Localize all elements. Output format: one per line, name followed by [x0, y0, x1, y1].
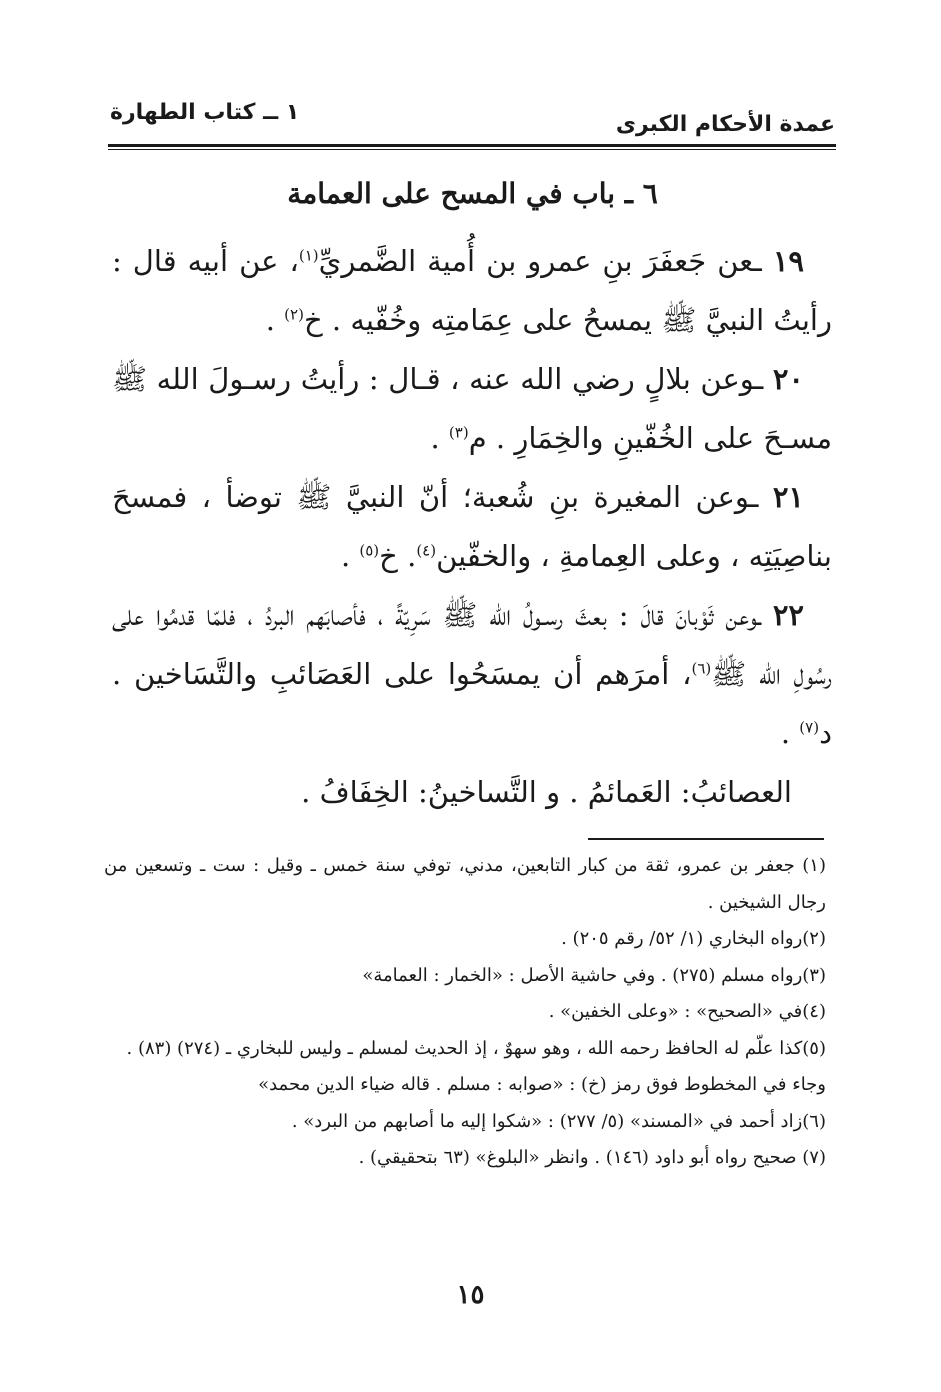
- hadith-number: ٢٠: [772, 362, 804, 396]
- hadith-22: [112, 586, 832, 763]
- gloss-note: العصائبُ: العَمائمُ . و التَّساخينُ: الخِفَافُ .: [301, 775, 792, 809]
- footnote-7: (٧) صحيح رواه أبو داود (١٤٦) . وانظر «البلوغ» (٦٣ بتحقيقي) .: [358, 1147, 826, 1168]
- footnote-ref: (٤): [416, 541, 437, 560]
- section-title: ٦ ـ باب في المسح على العمامة: [287, 177, 658, 210]
- footnote-ref: (٦): [691, 659, 712, 678]
- hadith-text: .: [780, 716, 800, 750]
- footnote-separator: [588, 838, 824, 840]
- header-rule-thick: [108, 144, 836, 147]
- footnote-2: (٢)رواه البخاري (١/ ٥٢/ رقم ٢٠٥) .: [561, 928, 826, 949]
- book-title: عمدة الأحكام الكبرى: [615, 112, 835, 137]
- footnote-ref: (٢): [284, 305, 304, 324]
- running-header: [110, 96, 835, 136]
- hadith-number: ٢٢: [772, 598, 804, 632]
- hadith-text: . خ: [379, 539, 417, 573]
- chapter-title: ١ ــ كتاب الطهارة: [110, 100, 300, 125]
- hadith-text: .: [430, 421, 449, 455]
- hadith-text: .: [265, 303, 285, 337]
- footnote-6: (٦)زاد أحمد في «المسند» (٥/ ٢٧٧) : «شكوا إليه ما أصابهم من البرد» .: [291, 1110, 826, 1132]
- hadith-21: [112, 468, 832, 586]
- hadith-text: ـوعن بلالٍ رضي الله عنه ، قـال : رأيتُ رسـولَ الله ﷺ مسـحَ على الخُفّينِ والخِمَارِ . م: [112, 362, 832, 455]
- footnotes: [104, 848, 826, 1177]
- footnote-5-continuation: وجاء في المخطوط فوق رمز (خ) : «صوابه : مسلم . قاله ضياء الدين محمد»: [258, 1074, 826, 1095]
- footnote-4: (٤)في «الصحيح» : «وعلى الخفين» .: [548, 1001, 826, 1022]
- footnote-1: (١) جعفر بن عمرو، ثقة من كبار التابعين، مدني، توفي سنة خمس ـ وقيل : ست ـ وتسعين من رجال الشيخين .: [104, 855, 826, 913]
- main-text: [112, 232, 832, 822]
- hadith-text: ، عن أبيه قال : رأيتُ النبيَّ ﷺ يمسحُ على عِمَامتِه وخُفّيه . خ: [112, 244, 832, 337]
- page-number: ١٥: [456, 1280, 485, 1310]
- hadith-text: .: [340, 539, 360, 573]
- footnote-ref: (١): [298, 246, 319, 265]
- hadith-text: ـوعن المغيرة بنِ شُعبة؛ أنّ النبيَّ ﷺ توضأ ، فمسحَ بناصِيَتِه ، وعلى العِمامةِ ، والخفّين: [112, 480, 832, 573]
- footnote-ref: (٣): [448, 423, 469, 442]
- hadith-text: ، أمرَهم أن يمسَحُوا على العَصَائبِ والتَّسَاخين . د: [112, 657, 832, 750]
- hadith-text: ـوعن ثَوْبانَ قالَ : بعثَ رسـولُ الله ﷺ سَرِيّةً ، فأصابَهم البردُ ، فلمّا قدمُوا على رسُولِ الله ﷺ: [112, 598, 832, 691]
- footnote-ref: (٥): [359, 541, 380, 560]
- hadith-20: [112, 350, 832, 468]
- footnote-5: (٥)كذا علّم له الحافظ رحمه الله ، وهو سهوٌ ، إذ الحديث لمسلم ـ وليس للبخاري ـ (٢٧٤) (٨٣) .: [126, 1037, 826, 1059]
- hadith-19: [112, 232, 832, 350]
- footnote-3: (٣)رواه مسلم (٢٧٥) . وفي حاشية الأصل : «الخمار : العمامة»: [362, 964, 826, 986]
- footnote-ref: (٧): [799, 718, 820, 737]
- hadith-number: ٢١: [772, 480, 804, 514]
- hadith-number: ١٩: [772, 244, 804, 278]
- header-rule-thin: [108, 149, 836, 150]
- hadith-text: ـعن جَعفَرَ بنِ عمرو بن أُمية الضَّمريِّ: [318, 244, 773, 278]
